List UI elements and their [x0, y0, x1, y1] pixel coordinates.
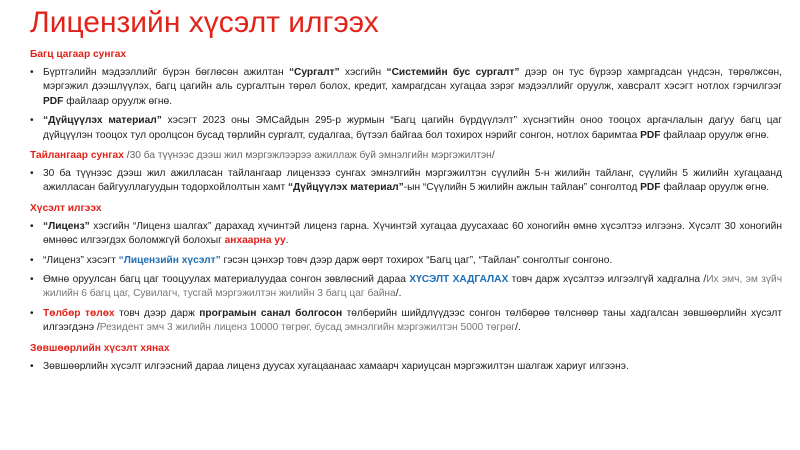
warning-text: анхаарна уу — [224, 235, 286, 247]
text: Зөвшөөрлийн хүсэлт илгээсний дараа лиценз дуусах хугацаанаас хамаарч хариуцсан мэргэжилтэн шалгаж хариуг илгээнэ. — [43, 360, 629, 372]
text: төлбөрийн шийдлүүдээс сонгон төлбөрөө төлснөөр таны хадгалсан зөвшөөрлийн хүсэлт илгээгдэнэ / — [43, 307, 782, 334]
text: гэсэн цэнхэр товч дээр дарж өөрт тохирох “Багц цаг”, “Тайлан” сонголтыг сонгоно. — [220, 254, 613, 266]
list-item — [30, 66, 782, 109]
list-item — [30, 307, 782, 336]
pay-button-ref: Төлбөр төлөх — [43, 307, 115, 319]
text: Бүртгэлийн мэдээллийг бүрэн бөглөсөн ажилтан — [43, 67, 289, 78]
text: 30 ба түүнээс дээш жил ажилласан тайлангаар лицензээ сунгах эмнэлгийн мэргэжилтэн сүүлийн 5-н жилийн тайланг, сүүлийн 5 жилийн хугацаанд ажилласан байгууллагуудын тодорхойлолтын хамт — [43, 168, 782, 194]
bold-text: “Лиценз” — [43, 220, 90, 232]
text: товч дарж хүсэлтээ илгээлгүй хадгална / — [508, 274, 707, 286]
text: дээр он тус бүрээр хамргадсан үндсэн, төрөлжсөн, мэргэжил дээшлүүлэх, багц цагийн аль сургалтын төрөл болох, кредит, хамрагдсан хугацаа зэрэг мэдээллийг оруулж, хавсралт хэсэгт нотлох гэрчилгээг — [43, 67, 782, 93]
section-list-report — [30, 167, 782, 196]
bold-text: PDF — [43, 95, 64, 107]
text: хэсэгт 2023 оны ЭМСайдын 295-р журмын “Багц цагийн бүрдүүлэлт” хүснэгтийн оноо тооцох аргачлалын дагуу багц цаг дүйцүүлэн тооцох тул оролцсон бусад төрлийн сургалт, судалгаа, бүтээл байгаа бол тохирох нэрийг сонгон, нотлох баримтаа — [43, 115, 782, 141]
section-heading-package-hours: Багц цагаар сунгах — [30, 49, 127, 60]
text: файлаар оруулж өгнө. — [660, 129, 770, 141]
list-item — [30, 114, 782, 143]
bold-text: “Сургалт” — [288, 67, 340, 78]
list-item — [30, 167, 782, 196]
license-request-button-ref: “Лицензийн хүсэлт” — [118, 254, 221, 266]
section-heading-review: Зөвшөөрлийн хүсэлт хянах — [30, 342, 170, 354]
bold-text: “Системийн бус сургалт” — [386, 67, 520, 78]
text: -ын “Сүүлийн 5 жилийн ажлын тайлан” сонголтод — [403, 182, 641, 194]
section-heading-send-request: Хүсэлт илгээх — [30, 202, 102, 214]
text: / — [491, 150, 495, 162]
section-list-review — [30, 360, 782, 374]
text: /. — [515, 322, 521, 334]
section-list-package-hours — [30, 66, 782, 143]
heading-text: Тайлангаар сунгах — [30, 150, 124, 162]
text: хэсгийн — [339, 67, 387, 78]
list-item — [30, 360, 782, 374]
bold-text: “Дүйцүүлэх материал” — [43, 115, 162, 127]
text: / — [123, 150, 130, 162]
bold-text: “Дүйцүүлэх материал” — [287, 182, 404, 194]
grey-note: Резидент эмч 3 жилийн лиценз 10000 төгрөг, бусад эмнэлгийн мэргэжилтэн 5000 төгрөг — [99, 322, 516, 334]
text: . — [285, 235, 289, 247]
list-item — [30, 220, 782, 249]
text: Өмнө оруулсан багц цаг тооцуулах материалуудаа сонгон зөвлөсний дараа — [43, 274, 410, 286]
text: хэсгийн “Лиценз шалгах” дарахад хүчинтэй лиценз гарна. Хүчинтэй хугацаа дуусахаас 60 хоногийн өмнө хүсэлтээ илгээнэ. Хүсэлт 30 хоногийн өмнөөс илгээгдэх боломжгүй болохыг — [43, 220, 782, 247]
list-item — [30, 254, 782, 268]
grey-note: Их эмч, эм зүйч жилийн 6 багц цаг, Сувилагч, тусгай мэргэжилтэн жилийн 3 багц цаг байна — [43, 274, 782, 300]
text: файлаар оруулж өгнө. — [660, 182, 770, 194]
text: файлаар оруулж өгнө. — [63, 95, 172, 107]
text: “Лиценз” хэсэгт — [43, 254, 119, 266]
text: /. — [395, 288, 402, 300]
save-request-button-ref: ХҮСЭЛТ ХАДГАЛАХ — [409, 274, 509, 286]
text: товч дээр дарж — [114, 307, 200, 319]
bold-text: програмын санал болгосон — [199, 307, 343, 319]
section-heading-report — [30, 149, 782, 162]
section-list-send-request — [30, 220, 782, 336]
bold-text: PDF — [640, 129, 661, 141]
heading-note: 30 ба түүнээс дээш жил мэргэжлээрээ ажиллаж буй эмнэлгийн мэргэжилтэн — [129, 150, 492, 162]
list-item — [30, 273, 782, 302]
page-title: Лицензийн хүсэлт илгээх — [30, 6, 379, 39]
bold-text: PDF — [640, 182, 661, 194]
